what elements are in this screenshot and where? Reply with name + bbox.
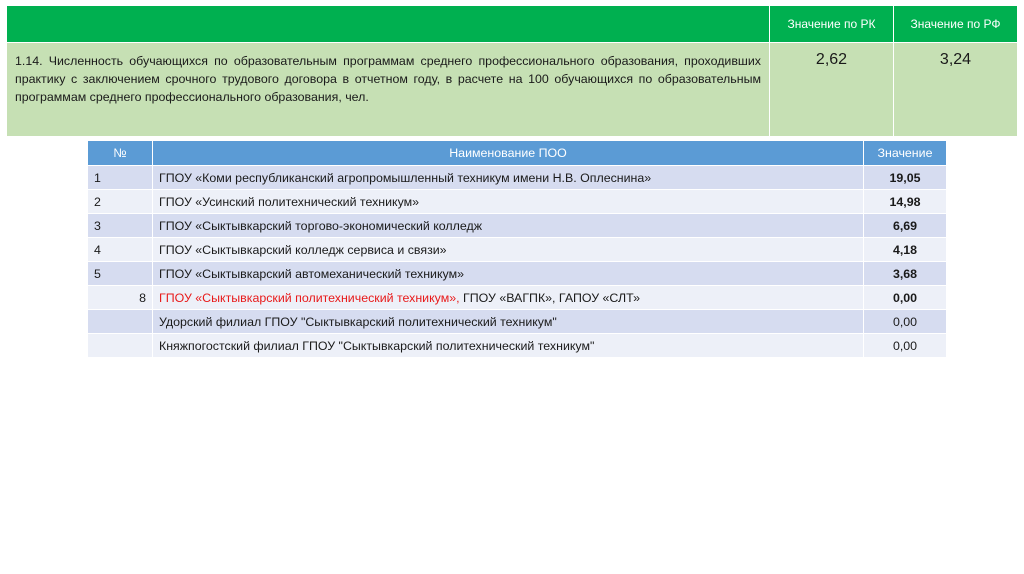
table-row xyxy=(88,214,947,238)
header-value-rf: Значение по РФ xyxy=(894,6,1018,43)
header-value: Значение xyxy=(864,141,947,166)
row-num: 5 xyxy=(88,262,153,286)
row-name-rest: ГПОУ «ВАГПК», ГАПОУ «СЛТ» xyxy=(459,290,640,305)
row-num xyxy=(88,334,153,358)
indicator-table xyxy=(6,5,1017,137)
indicator-row xyxy=(7,43,1018,137)
institutions-header-row xyxy=(88,141,947,166)
indicator-header-empty xyxy=(7,6,770,43)
row-value: 6,69 xyxy=(864,214,947,238)
header-value-rk: Значение по РК xyxy=(770,6,894,43)
row-name: ГПОУ «Усинский политехнический техникум» xyxy=(153,190,864,214)
table-row xyxy=(88,334,947,358)
row-num: 3 xyxy=(88,214,153,238)
table-row xyxy=(88,286,947,310)
table-row xyxy=(88,190,947,214)
institutions-table xyxy=(87,140,946,358)
row-value: 0,00 xyxy=(864,286,947,310)
table-row xyxy=(88,238,947,262)
table-row xyxy=(88,310,947,334)
row-value: 19,05 xyxy=(864,166,947,190)
row-name-highlight: ГПОУ «Сыктывкарский политехнический техникум», xyxy=(159,290,460,305)
row-value: 3,68 xyxy=(864,262,947,286)
indicator-value-rf: 3,24 xyxy=(894,43,1018,137)
table-row xyxy=(88,262,947,286)
header-num: № xyxy=(88,141,153,166)
row-value: 14,98 xyxy=(864,190,947,214)
row-name: ГПОУ «Сыктывкарский колледж сервиса и связи» xyxy=(153,238,864,262)
row-name: ГПОУ «Коми республиканский агропромышленный техникум имени Н.В. Оплеснина» xyxy=(153,166,864,190)
indicator-header-row xyxy=(7,6,1018,43)
row-name: ГПОУ «Сыктывкарский торгово-экономический колледж xyxy=(153,214,864,238)
row-value: 0,00 xyxy=(864,334,947,358)
row-name xyxy=(153,286,864,310)
row-value: 4,18 xyxy=(864,238,947,262)
indicator-value-rk: 2,62 xyxy=(770,43,894,137)
row-num: 1 xyxy=(88,166,153,190)
header-name: Наименование ПОО xyxy=(153,141,864,166)
row-name: Удорский филиал ГПОУ "Сыктывкарский политехнический техникум" xyxy=(153,310,864,334)
row-num: 4 xyxy=(88,238,153,262)
row-value: 0,00 xyxy=(864,310,947,334)
row-name: Княжпогостский филиал ГПОУ "Сыктывкарский политехнический техникум" xyxy=(153,334,864,358)
row-num: 8 xyxy=(88,286,153,310)
indicator-description: 1.14. Численность обучающихся по образовательным программам среднего профессионального образования, проходивших практику с заключением срочного трудового договора в отчетном году, в расчете на 100 обучающихся по образовательным программам среднего профессионального образования, чел. xyxy=(7,43,770,137)
table-row xyxy=(88,166,947,190)
row-name: ГПОУ «Сыктывкарский автомеханический техникум» xyxy=(153,262,864,286)
row-num: 2 xyxy=(88,190,153,214)
row-num xyxy=(88,310,153,334)
